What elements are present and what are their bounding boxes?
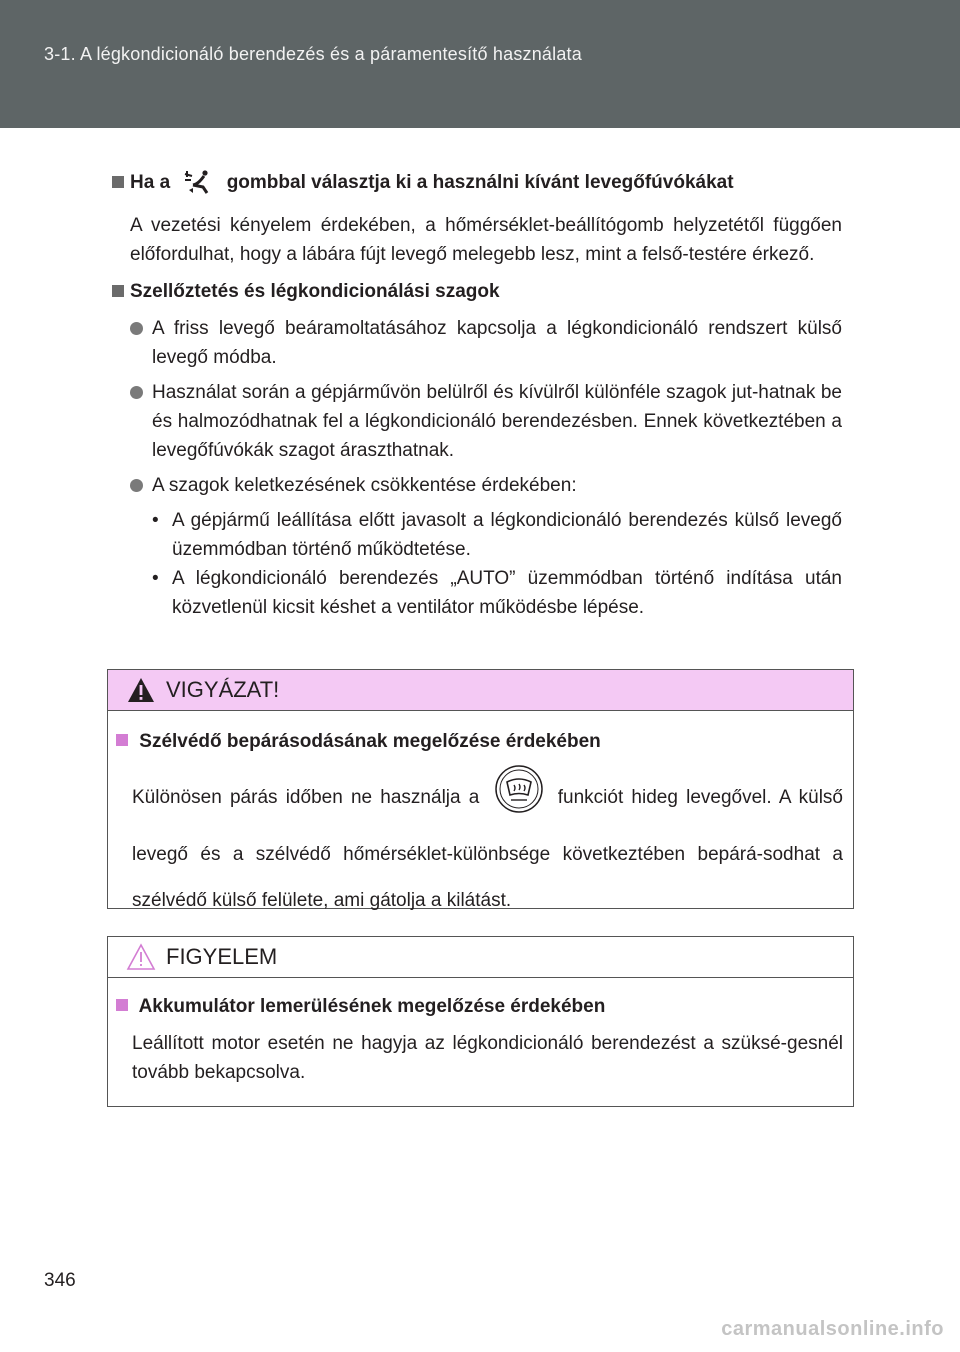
sub-list-item-text: A légkondicionáló berendezés „AUTO” üzemmódban történő indítása után közvetlenül kicsit késhet a ventilátor működésbe lépése. [172,568,842,618]
list-item-text: Használat során a gépjárművön belülről és kívülről különféle szagok jut-hatnak be és halmozódhatnak fel a légkondicionáló berendezésben. Ennek következtében a levegőfúvókák szagot áraszthatnak. [152,382,842,461]
warning-title: VIGYÁZAT! [166,677,280,702]
warning-body [108,711,853,938]
square-bullet-icon [116,734,128,746]
round-bullet-icon [130,479,143,492]
notice-body [108,978,853,1101]
notice-header [108,937,853,978]
vent-mode-icon [183,170,213,203]
notice-heading-text: Akkumulátor lemerülésének megelőzése érdekében [138,996,606,1017]
warning-box [107,669,854,909]
list-item-text: A friss levegő beáramoltatásához kapcsolja a légkondicionáló rendszert külső levegő módba. [152,318,842,368]
page-header [0,0,960,128]
caution-triangle-icon [126,943,156,976]
section-heading-odors [112,277,842,306]
heading-text-post: gombbal választja ki a használni kívánt levegőfúvókákat [226,172,734,193]
sub-bullet-mark: • [152,568,159,589]
section-heading-vent [112,168,842,203]
warning-header [108,670,853,711]
heading-text-pre: Ha a [130,172,171,193]
heading-text: Szellőztetés és légkondicionálási szagok [130,281,500,302]
section-text-vent: A vezetési kényelem érdekében, a hőmérséklet-beállítógomb helyzetétől függően előfordulhat, hogy a lábára fújt levegő melegebb lesz, mint a felső-testére érkező. [130,215,842,265]
square-bullet-icon [112,285,124,297]
notice-box [107,936,854,1107]
list-item [112,378,842,465]
warning-heading [116,727,843,756]
list-item [112,314,842,372]
warning-text-pre: Különösen párás időben ne használja a [132,787,480,809]
watermark: carmanualsonline.info [721,1318,944,1340]
windshield-defrost-icon [494,764,544,832]
notice-text: Leállított motor esetén ne hagyja az légkondicionáló berendezést a szüksé-gesnél tovább bekapcsolva. [132,1033,843,1083]
sub-list-item [112,506,842,564]
notice-title: FIGYELEM [166,944,278,969]
main-content [112,168,842,622]
warning-text-post: funkciót hideg levegővel. A külső levegő és a szélvédő hőmérséklet-különbsége következtében bepárá-sodhat a szélvédő külső felülete, ami gátolja a kilátást. [132,787,843,911]
page-number: 346 [44,1270,76,1291]
round-bullet-icon [130,322,143,335]
warning-triangle-icon [126,676,156,709]
warning-heading-text: Szélvédő bepárásodásának megelőzése érdekében [139,731,601,752]
round-bullet-icon [130,386,143,399]
square-bullet-icon [116,999,128,1011]
sub-bullet-mark: • [152,510,159,531]
sub-list-item [112,564,842,622]
notice-heading [116,992,843,1021]
square-bullet-icon [112,176,124,188]
list-item-text: A szagok keletkezésének csökkentése érdekében: [152,475,577,496]
list-item [112,471,842,500]
chapter-title: 3-1. A légkondicionáló berendezés és a páramentesítő használata [44,44,582,64]
warning-text [132,764,843,924]
sub-list-item-text: A gépjármű leállítása előtt javasolt a légkondicionáló berendezés külső levegő üzemmódban történő működtetése. [172,510,842,560]
